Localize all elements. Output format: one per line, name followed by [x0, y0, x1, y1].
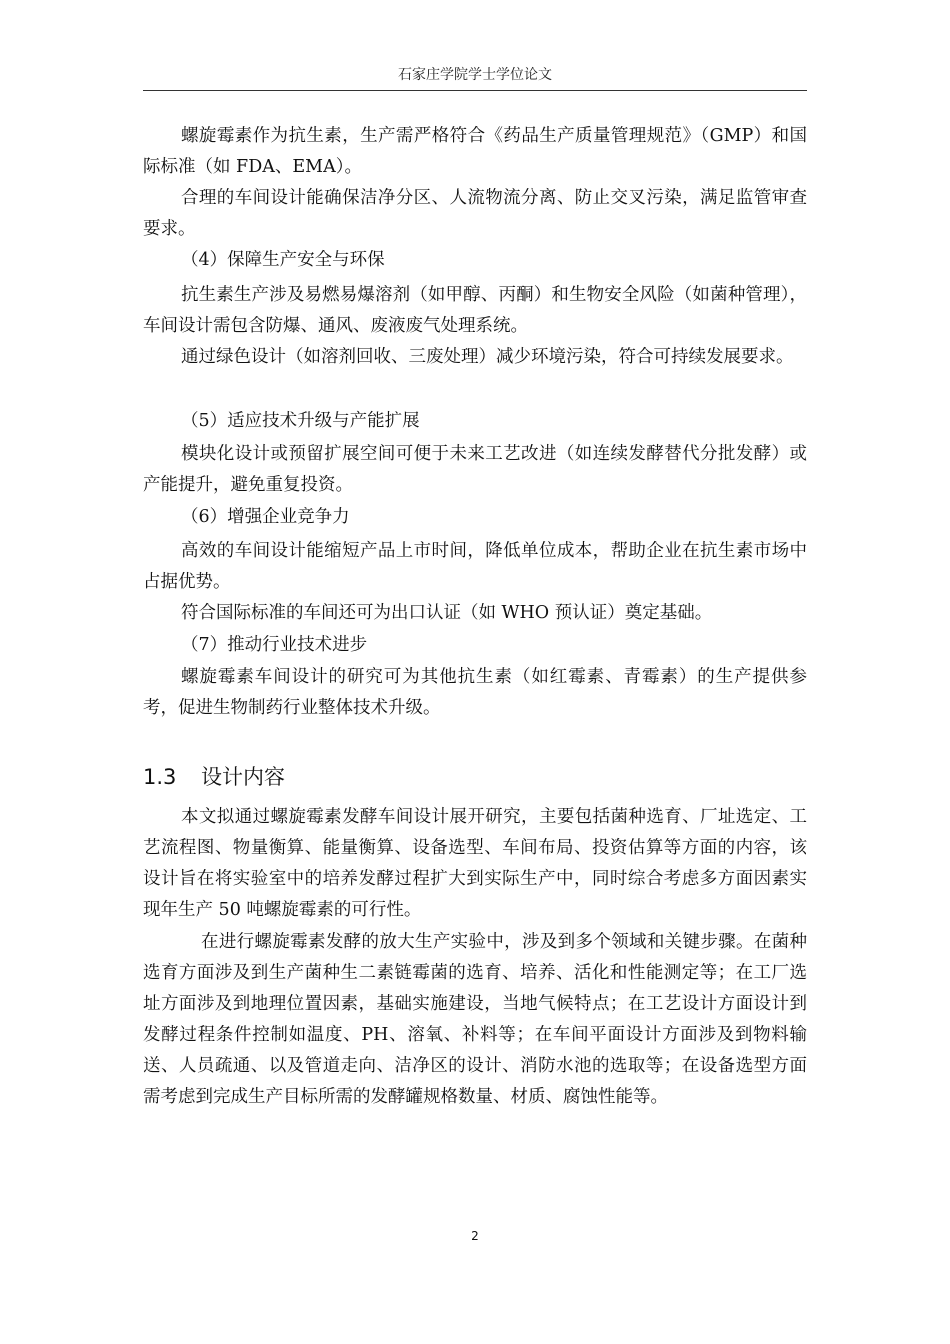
- paragraph-green-design: 通过绿色设计（如溶剂回收、三废处理）减少环境污染，符合可持续发展要求。: [181, 347, 794, 367]
- paragraph-scale-up: 在进行螺旋霉素发酵的放大生产实验中，涉及到多个领域和关键步骤。在菌种选育方面涉及到生产菌种生二素链霉菌的选育、培养、活化和性能测定等；在工厂选址方面涉及到地理位置因素，基础实施建设，当地气候特点；在工艺设计方面设计到发酵过程条件控制如温度、PH、溶氧、补料等；在车间平面设计方面涉及到物料输送、人员疏通、以及管道走向、洁净区的设计、消防水池的选取等；在设备选型方面需考虑到完成生产目标所需的发酵罐规格数量、材质、腐蚀性能等。: [143, 932, 807, 1107]
- paragraph-modular-design: 模块化设计或预留扩展空间可便于未来工艺改进（如连续发酵替代分批发酵）或产能提升，避免重复投资。: [143, 444, 807, 495]
- paragraph-export-certification: 符合国际标准的车间还可为出口认证（如 WHO 预认证）奠定基础。: [181, 603, 713, 623]
- subheading-competitiveness: （6）增强企业竞争力: [181, 507, 350, 527]
- section-title: 设计内容: [201, 765, 285, 789]
- paragraph-clean-zoning: 合理的车间设计能确保洁净分区、人流物流分离、防止交叉污染，满足监管审查要求。: [143, 188, 807, 239]
- section-heading: [143, 762, 285, 792]
- paragraph-efficiency: 高效的车间设计能缩短产品上市时间，降低单位成本，帮助企业在抗生素市场中占据优势。: [143, 541, 807, 592]
- subheading-upgrade: （5）适应技术升级与产能扩展: [181, 411, 420, 431]
- section-number: 1.3: [143, 765, 177, 789]
- header-title: 石家庄学院学士学位论文: [398, 67, 552, 83]
- header-divider: [143, 90, 807, 91]
- subheading-safety: （4）保障生产安全与环保: [181, 250, 385, 270]
- paragraph-design-scope: 本文拟通过螺旋霉素发酵车间设计展开研究，主要包括菌种选育、厂址选定、工艺流程图、物量衡算、能量衡算、设备选型、车间布局、投资估算等方面的内容，该设计旨在将实验室中的培养发酵过程扩大到实际生产中，同时综合考虑多方面因素实现年生产 50 吨螺旋霉素的可行性。: [143, 807, 807, 920]
- paragraph-reference: 螺旋霉素车间设计的研究可为其他抗生素（如红霉素、青霉素）的生产提供参考，促进生物制药行业整体技术升级。: [143, 667, 807, 718]
- paragraph-solvent-risk: 抗生素生产涉及易燃易爆溶剂（如甲醇、丙酮）和生物安全风险（如菌种管理），车间设计需包含防爆、通风、废液废气处理系统。: [143, 285, 807, 336]
- paragraph-gmp: 螺旋霉素作为抗生素，生产需严格符合《药品生产质量管理规范》（GMP）和国际标准（如 FDA、EMA）。: [143, 126, 807, 177]
- subheading-industry-progress: （7）推动行业技术进步: [181, 635, 368, 655]
- page-number: 2: [471, 1229, 479, 1243]
